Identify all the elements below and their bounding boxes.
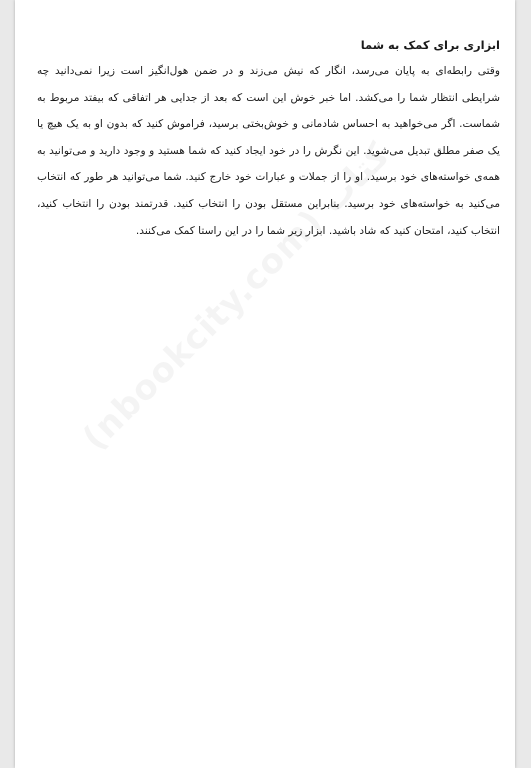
- section-heading: ابزاری برای کمک به شما: [360, 38, 500, 52]
- document-page: [15, 0, 515, 768]
- page-content: [37, 32, 500, 244]
- body-paragraph: وقتی رابطه‌ای به پایان می‌رسد، انگار که نیش می‌زند و در ضمن هول‌انگیز است زیرا نمی‌دانید چه شرایطی انتظار شما را می‌کشد. اما خبر خوش این است که بعد از جدایی هر اتفاقی که بیفتد مربوط به شماست. اگر می‌خواهید به احساس شادمانی و خوش‌بختی برسید، فراموش کنید که بدون او به یک هیچ یا یک صفر مطلق تبدیل می‌شوید. این نگرش را در خود ایجاد کنید که شما هستید و وجود دارید و می‌توانید به همه‌ی خواسته‌های خود برسید. او را از جملات و عبارات خود خارج کنید. شما می‌توانید هر طور که انتخاب می‌کنید به خواسته‌های خود برسید. بنابراین مستقل بودن را انتخاب کنید. قدرتمند بودن را انتخاب کنید، انتخاب کنید، امتحان کنید که شاد باشید. ابزار زیر شما را در این راستا کمک می‌کنند.: [37, 65, 500, 237]
